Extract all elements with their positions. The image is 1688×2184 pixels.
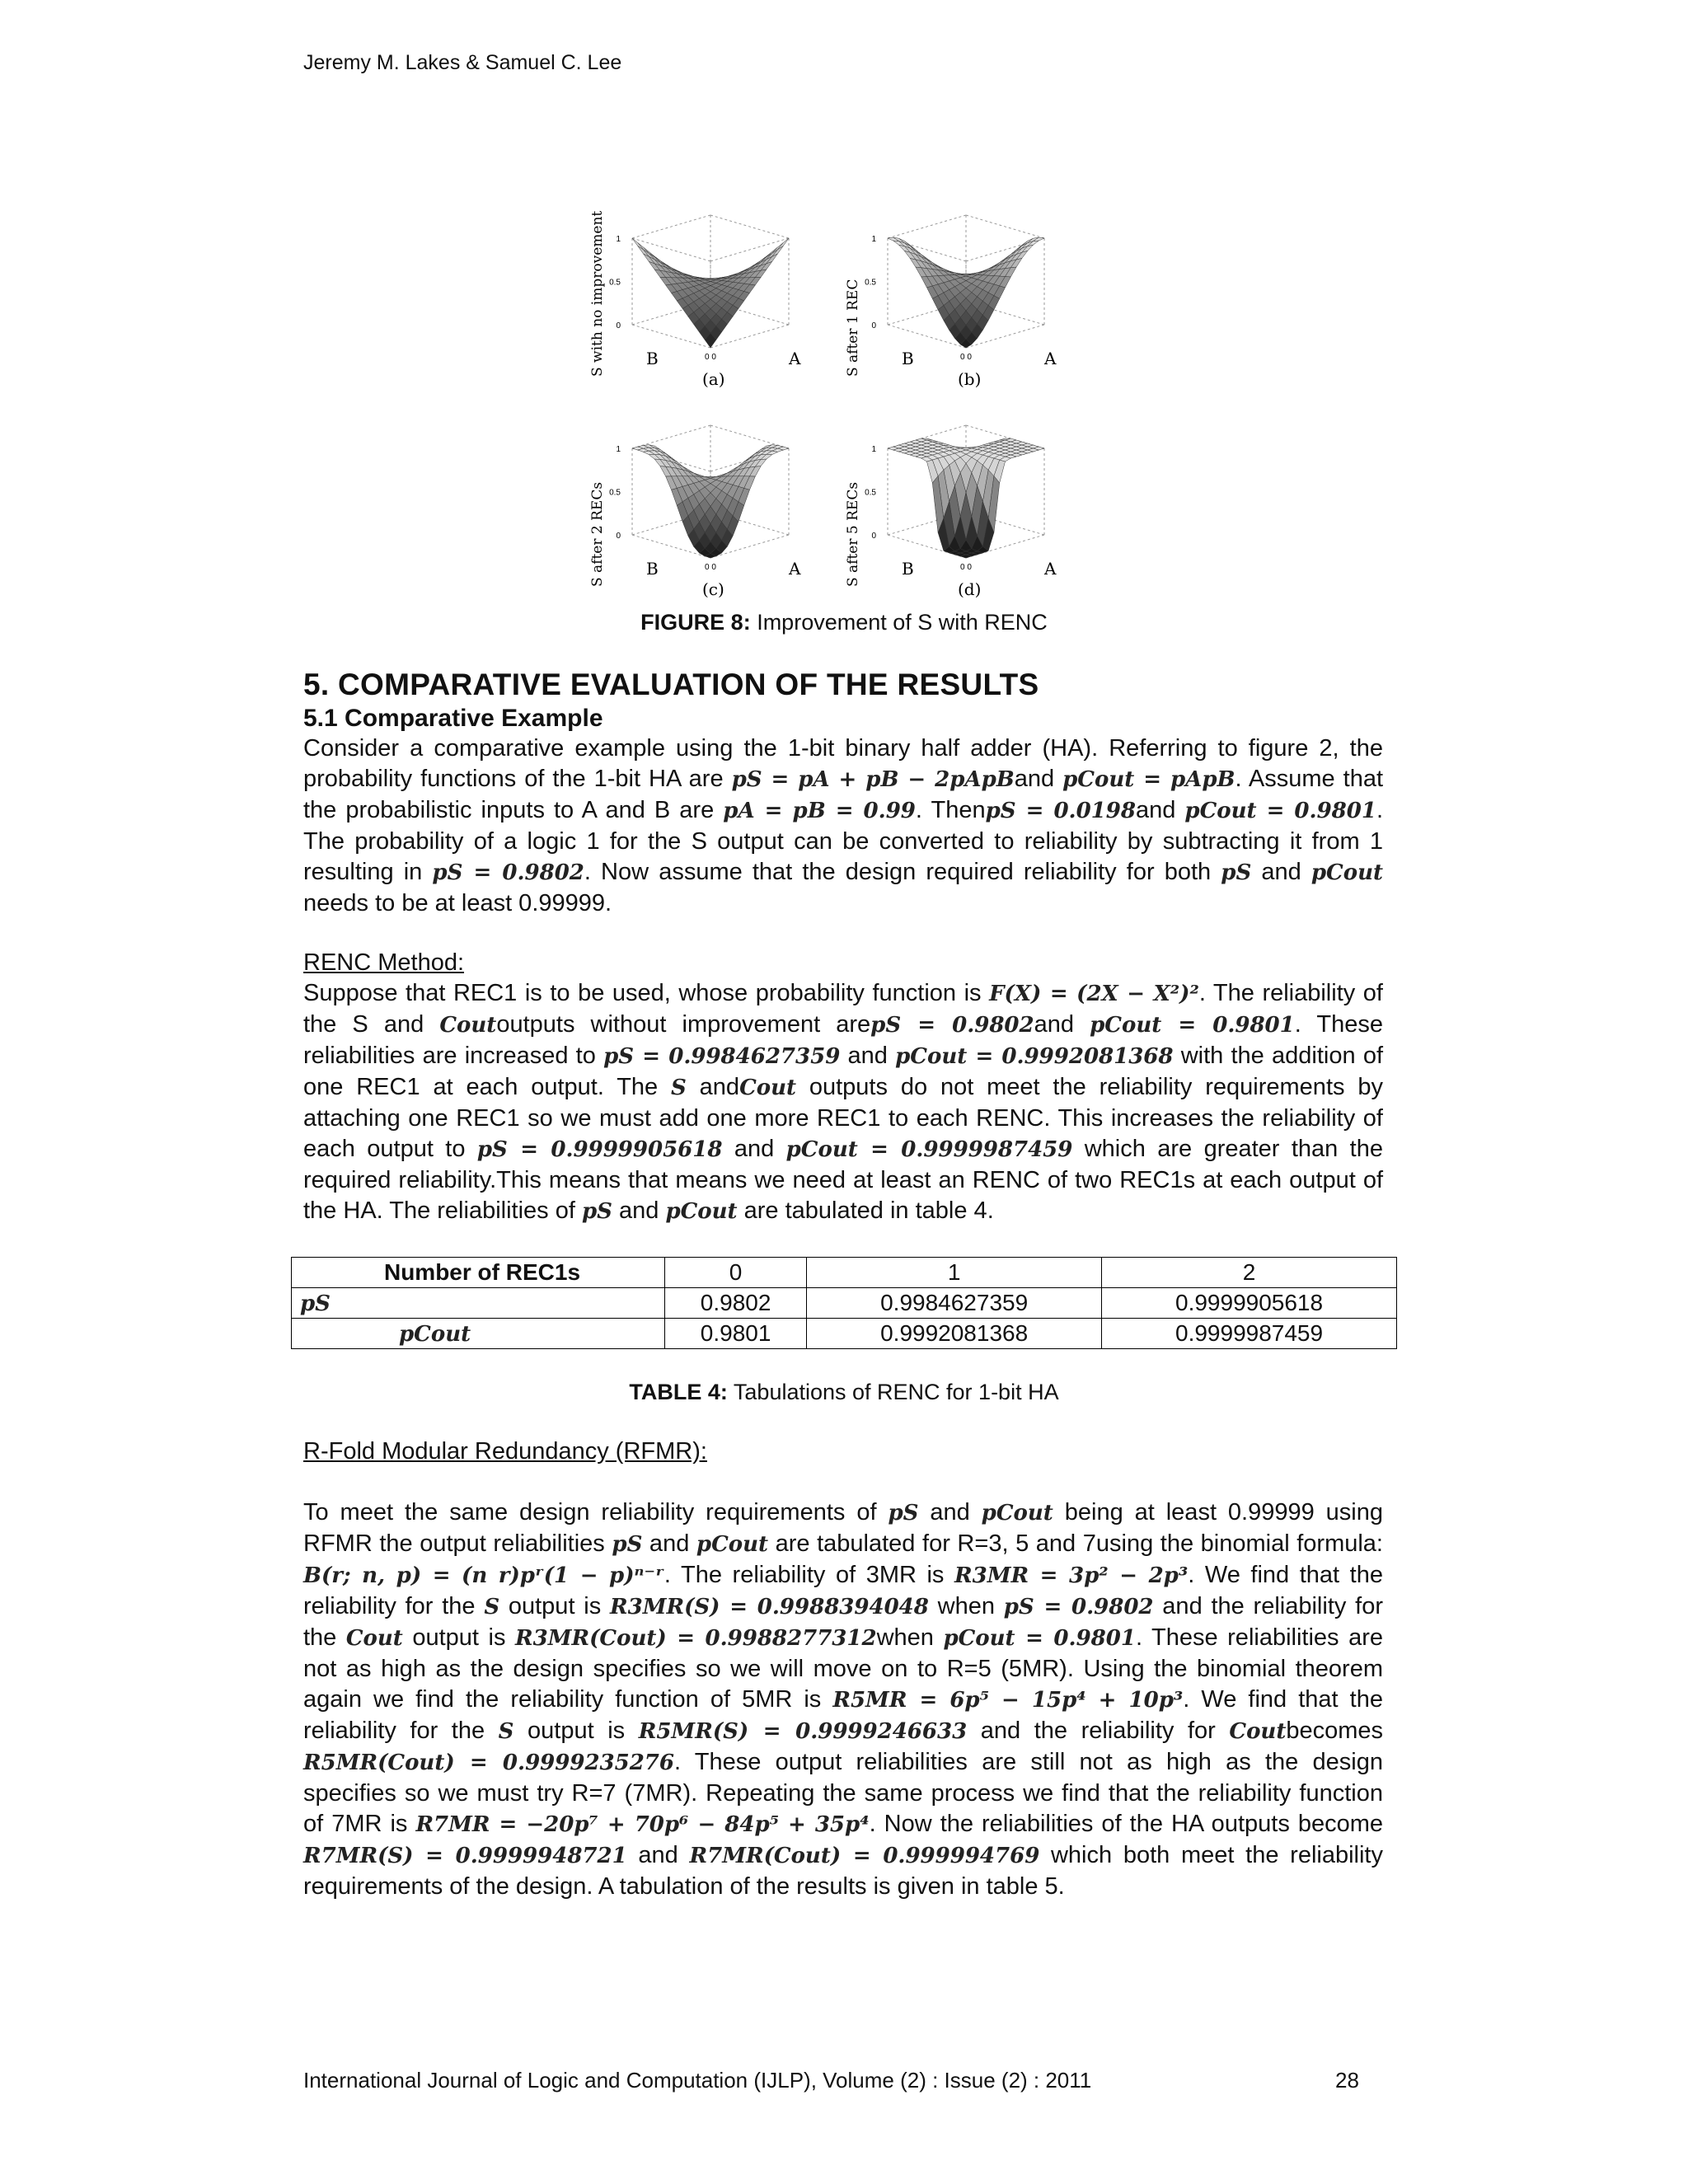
table-4 (291, 1257, 1397, 1349)
plot-d-b-axis: B (902, 559, 914, 579)
formula: pS = 0.9999905618 (476, 1137, 723, 1162)
plot-d-a-axis: A (1044, 559, 1057, 579)
formula: R3MR = 3p² − 2p³ (954, 1563, 1189, 1588)
origin-tick-label: 0 0 (705, 563, 716, 572)
formula: pCout (981, 1501, 1053, 1526)
z-tick-label: 0 (616, 321, 621, 330)
running-head: Jeremy M. Lakes & Samuel C. Lee (303, 51, 622, 74)
formula: R3MR(Cout) = 0.9988277312 (515, 1626, 877, 1651)
z-tick-label: 1 (616, 445, 621, 454)
table-cell: 0.9984627359 (807, 1288, 1102, 1319)
formula: pS (888, 1501, 919, 1526)
formula: pS = 0.0198 (985, 799, 1136, 823)
plot-c-ylabel: S after 2 RECs (589, 481, 606, 587)
formula: Cout (345, 1626, 403, 1651)
formula: F(X) = (2X − X²)² (989, 982, 1199, 1006)
table-caption (0, 1380, 1688, 1405)
formula: pS (1221, 860, 1252, 885)
z-tick-label: 1 (871, 235, 876, 244)
renc-method-section: RENC Method: Suppose that REC1 is to be used, whose probability function is F(X) = (2X − X²)². The reliability of the S and Coutoutputs without improvement arepS = 0.9802and pCout = 0.9801. These reliabilities are increased to pS = 0.9984627359 and pCout = 0.9992081368 with the addition of one REC1 at each output. The S andCout outputs do not meet the reliability requirements by attaching one REC1 so we must add one more REC1 to each RENC. This increases the reliability of each output to pS = 0.9999905618 and pCout = 0.9999987459 which are greater than the required reliability.This means that means we need at least an RENC of two REC1s at each output of the HA. The reliabilities of pS and pCout are tabulated in table 4. (303, 949, 1384, 1224)
plot-d-tag: (d) (958, 579, 982, 599)
z-tick-label: 1 (616, 235, 621, 244)
table-row (292, 1288, 1397, 1319)
table-caption-text: Tabulations of RENC for 1-bit HA (727, 1380, 1059, 1404)
formula: pCout = 0.9801 (1184, 799, 1376, 823)
formula: pS = 0.9802 (432, 860, 584, 885)
formula: pCout = 0.9999987459 (785, 1137, 1073, 1162)
z-tick-label: 0.5 (609, 488, 621, 498)
formula: S (498, 1719, 514, 1744)
plot-a-ylabel: S with no improvement (589, 210, 606, 377)
origin-tick-label: 0 0 (960, 563, 972, 572)
figure-caption-label: FIGURE 8: (640, 610, 751, 635)
figure-caption-text: Improvement of S with RENC (750, 610, 1048, 635)
formula: pS (612, 1532, 643, 1557)
formula: pS = 0.9984627359 (603, 1044, 841, 1069)
formula: pCout = 0.9801 (1090, 1013, 1295, 1038)
formula: Cout (439, 1013, 497, 1038)
z-tick-label: 0 (871, 321, 876, 330)
table-row (292, 1319, 1397, 1349)
table-column-header: 0 (665, 1258, 807, 1288)
table-row-label: pS (300, 1291, 331, 1316)
formula: S (484, 1595, 500, 1619)
z-tick-label: 0.5 (865, 488, 876, 498)
table-cell: 0.9802 (665, 1288, 807, 1319)
formula: pS = 0.9802 (1003, 1595, 1154, 1619)
plot-b-tag: (b) (958, 369, 982, 389)
formula: pCout = pApB (1062, 767, 1236, 792)
table-caption-label: TABLE 4: (629, 1380, 728, 1404)
z-tick-label: 0 (871, 532, 876, 541)
section-title: 5. COMPARATIVE EVALUATION OF THE RESULTS (303, 668, 1039, 701)
z-tick-label: 1 (871, 445, 876, 454)
plot-c-tag: (c) (702, 579, 724, 599)
paragraph-comparative-example: Consider a comparative example using the 1-bit binary half adder (HA). Referring to figure 2, the probability functions of the 1-bit HA are pS = pA + pB − 2pApBand pCout = pApB. Assume that the probabilistic inputs to A and B are pA = pB = 0.99. ThenpS = 0.0198and pCout = 0.9801. The probability of a logic 1 for the S output can be converted to reliability by subtracting it from 1 resulting in pS = 0.9802. Now assume that the design required reliability for both pS and pCout needs to be at least 0.99999. (303, 735, 1384, 916)
origin-tick-label: 0 0 (705, 353, 716, 362)
rfmr-section: R-Fold Modular Redundancy (RFMR): To meet the same design reliability requirements of pS and pCout being at least 0.99999 using RFMR the output reliabilities pS and pCout are tabulated for R=3, 5 and 7using the binomial formula: B(r; n, p) = (n r)pʳ(1 − p)ⁿ⁻ʳ. The reliability of 3MR is R3MR = 3p² − 2p³. We find that the reliability for the S output is R3MR(S) = 0.9988394048 when pS = 0.9802 and the reliability for the Cout output is R3MR(Cout) = 0.9988277312when pCout = 0.9801. These reliabilities are not as high as the design specifies so we will move on to R=5 (5MR). Using the binomial theorem again we find the reliability function of 5MR is R5MR = 6p⁵ − 15p⁴ + 10p³. We find that the reliability for the S output is R5MR(S) = 0.9999246633 and the reliability for Coutbecomes R5MR(Cout) = 0.9999235276. These output reliabilities are still not as high as the design specifies so we must try R=7 (7MR). Repeating the same process we find that the reliability function of 7MR is R7MR = −20p⁷ + 70p⁶ − 84p⁵ + 35p⁴. Now the reliabilities of the HA outputs become R7MR(S) = 0.9999948721 and R7MR(Cout) = 0.999994769 which both meet the reliability requirements of the design. A tabulation of the results is given in table 5. (303, 1438, 1384, 1900)
surface-plot-a (587, 183, 834, 389)
table-column-header: 2 (1102, 1258, 1397, 1288)
plot-a-tag: (a) (702, 369, 725, 389)
table-cell: 0.9801 (665, 1319, 807, 1349)
formula: B(r; n, p) = (n r)pʳ(1 − p)ⁿ⁻ʳ (303, 1563, 664, 1588)
formula: R5MR(Cout) = 0.9999235276 (303, 1750, 674, 1775)
origin-tick-label: 0 0 (960, 353, 972, 362)
table-cell: 0.9992081368 (807, 1319, 1102, 1349)
formula: R5MR(S) = 0.9999246633 (638, 1719, 968, 1744)
plot-c-a-axis: A (789, 559, 801, 579)
formula: pCout (665, 1199, 738, 1224)
formula: pS = 0.9802 (870, 1013, 1034, 1038)
formula: Cout (1229, 1719, 1287, 1744)
z-tick-label: 0.5 (609, 278, 621, 288)
figure-8 (587, 183, 1081, 603)
surface-plot-d (842, 393, 1090, 599)
table-row-label: pCout (399, 1322, 471, 1347)
surface-plot-b (842, 183, 1090, 389)
formula: pS (581, 1199, 612, 1224)
formula: R7MR(Cout) = 0.999994769 (689, 1844, 1040, 1868)
formula: pCout = 0.9992081368 (895, 1044, 1174, 1069)
formula: pS = pA + pB − 2pApB (731, 767, 1015, 792)
table-cell: 0.9999905618 (1102, 1288, 1397, 1319)
formula: Cout (739, 1076, 797, 1100)
formula: pCout (1311, 860, 1384, 885)
rfmr-heading: R-Fold Modular Redundancy (RFMR): (303, 1438, 707, 1465)
formula: R5MR = 6p⁵ − 15p⁴ + 10p³ (832, 1688, 1184, 1713)
plot-b-ylabel: S after 1 REC (845, 279, 861, 377)
journal-footer: International Journal of Logic and Computation (IJLP), Volume (2) : Issue (2) : 2011 (303, 2068, 1092, 2093)
formula: R7MR(S) = 0.9999948721 (303, 1844, 627, 1868)
table-header-row (292, 1258, 1397, 1288)
plot-d-ylabel: S after 5 RECs (845, 481, 861, 587)
page-number: 28 (1335, 2068, 1359, 2093)
z-tick-label: 0 (616, 532, 621, 541)
z-tick-label: 0.5 (865, 278, 876, 288)
plot-b-b-axis: B (902, 349, 914, 368)
table-cell: 0.9999987459 (1102, 1319, 1397, 1349)
table-column-header: 1 (807, 1258, 1102, 1288)
plot-a-b-axis: B (646, 349, 659, 368)
figure-caption (0, 610, 1688, 635)
formula: pCout (696, 1532, 769, 1557)
plot-b-a-axis: A (1044, 349, 1057, 368)
formula: S (671, 1076, 687, 1100)
formula: pA = pB = 0.99 (723, 799, 916, 823)
formula: pCout = 0.9801 (943, 1626, 1136, 1651)
formula: R3MR(S) = 0.9988394048 (610, 1595, 929, 1619)
subsection-title: 5.1 Comparative Example (303, 705, 603, 732)
plot-c-b-axis: B (646, 559, 659, 579)
table-header-label: Number of REC1s (292, 1258, 665, 1288)
surface-plot-c (587, 393, 834, 599)
renc-heading: RENC Method: (303, 949, 465, 976)
formula: R7MR = −20p⁷ + 70p⁶ − 84p⁵ + 35p⁴ (415, 1812, 870, 1837)
plot-a-a-axis: A (789, 349, 801, 368)
